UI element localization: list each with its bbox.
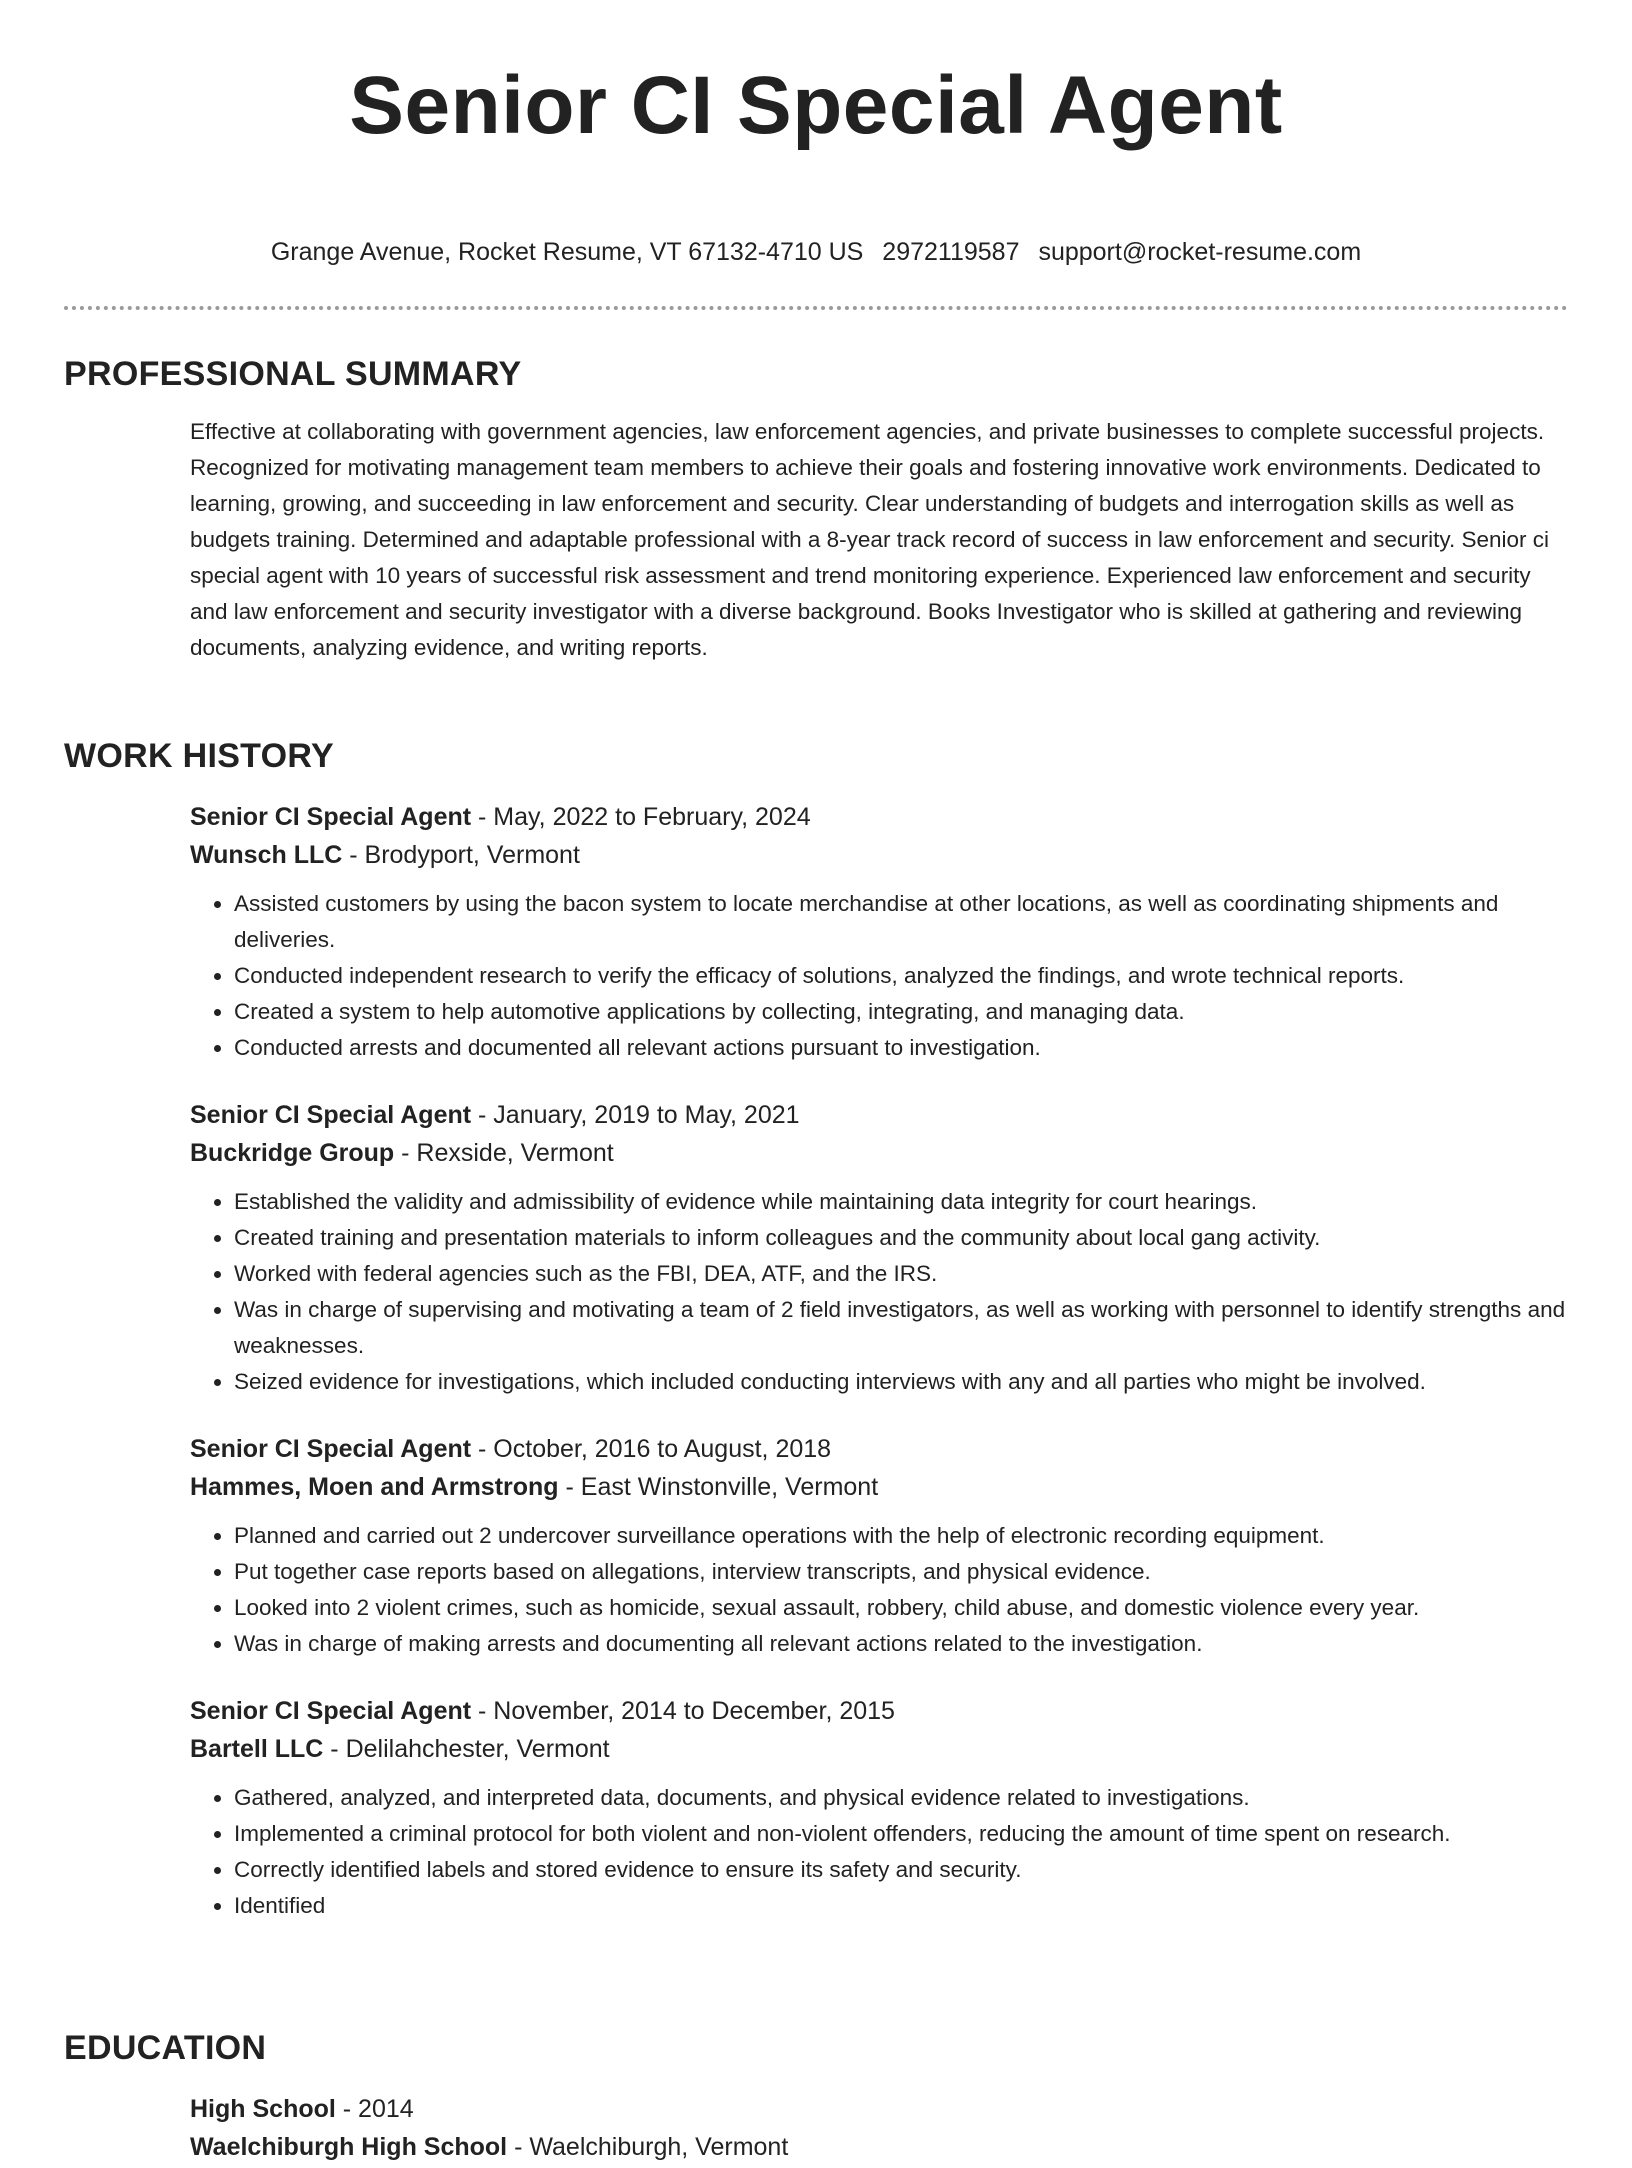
summary-section <box>64 354 1568 666</box>
job-role: Senior CI Special Agent <box>190 1101 472 1129</box>
job-bullet: • Planned and carried out 2 undercover surveillance operations with the help of electronic recording equipment. <box>234 1518 1568 1554</box>
job-bullet: • Put together case reports based on allegations, interview transcripts, and physical evidence. <box>234 1554 1568 1590</box>
job-bullet: • Established the validity and admissibility of evidence while maintaining data integrity for court hearings. <box>234 1184 1568 1220</box>
education-year: - 2014 <box>335 2095 414 2123</box>
job-bullet: • Assisted customers by using the bacon system to locate merchandise at other locations, as well as coordinating shipments and deliveries. <box>234 886 1568 958</box>
summary-text: Effective at collaborating with government agencies, law enforcement agencies, and private businesses to complete successful projects. Recognized for motivating management team members to achieve their goals and fostering innovative work environments. Dedicated to learning, growing, and succeeding in law enforcement and security. Clear understanding of budgets and interrogation skills as well as budgets training. Determined and adaptable professional with a 8-year track record of success in law enforcement and security. Senior ci special agent with 10 years of successful risk assessment and trend monitoring experience. Experienced law enforcement and security and law enforcement and security investigator with a diverse background. Books Investigator who is skilled at gathering and reviewing documents, analyzing evidence, and writing reports. <box>190 419 1550 660</box>
job-bullet: • Correctly identified labels and stored evidence to ensure its safety and security. <box>234 1852 1568 1888</box>
job-bullet: • Looked into 2 violent crimes, such as homicide, sexual assault, robbery, child abuse, and domestic violence every year. <box>234 1590 1568 1626</box>
job-bullet: • Created a system to help automotive applications by collecting, integrating, and managing data. <box>234 994 1568 1030</box>
job-entry <box>190 1430 1568 1662</box>
job-bullet: • Gathered, analyzed, and interpreted data, documents, and physical evidence related to investigations. <box>234 1780 1568 1816</box>
job-location: - East Winstonville, Vermont <box>558 1473 879 1501</box>
education-school-line <box>190 2128 1568 2166</box>
education-location: - Waelchiburgh, Vermont <box>507 2133 789 2161</box>
job-role: Senior CI Special Agent <box>190 803 472 831</box>
job-title-line <box>190 1096 1568 1134</box>
contact-email: support@rocket-resume.com <box>1038 238 1362 266</box>
job-location: - Delilahchester, Vermont <box>323 1735 610 1763</box>
job-bullet: • Implemented a criminal protocol for both violent and non-violent offenders, reducing the amount of time spent on research. <box>234 1816 1568 1852</box>
work-history-section <box>64 736 1568 1924</box>
job-bullet: • Worked with federal agencies such as the FBI, DEA, ATF, and the IRS. <box>234 1256 1568 1292</box>
job-bullet: • Was in charge of making arrests and documenting all relevant actions related to the investigation. <box>234 1626 1568 1662</box>
job-bullet: • Seized evidence for investigations, which included conducting interviews with any and all parties who might be involved. <box>234 1364 1568 1400</box>
job-company-line <box>190 1134 1568 1172</box>
job-company-line <box>190 1468 1568 1506</box>
job-company: Bartell LLC <box>190 1735 324 1763</box>
job-dates: - May, 2022 to February, 2024 <box>471 803 811 831</box>
education-title: EDUCATION <box>64 2029 267 2067</box>
job-bullet: • Created training and presentation materials to inform colleagues and the community about local gang activity. <box>234 1220 1568 1256</box>
job-company-line <box>190 836 1568 874</box>
header-divider <box>64 306 1568 310</box>
education-body <box>190 2090 1568 2166</box>
job-entry <box>190 1096 1568 1400</box>
work-history-body <box>190 798 1568 1924</box>
job-dates: - November, 2014 to December, 2015 <box>471 1697 895 1725</box>
job-role: Senior CI Special Agent <box>190 1697 472 1725</box>
education-section <box>64 2028 1568 2166</box>
job-bullets <box>190 886 1568 1066</box>
job-location: - Rexside, Vermont <box>394 1139 614 1167</box>
job-bullet: • Identified <box>234 1888 1568 1924</box>
job-bullets <box>190 1184 1568 1400</box>
job-location: - Brodyport, Vermont <box>342 841 580 869</box>
job-bullets <box>190 1780 1568 1924</box>
job-role: Senior CI Special Agent <box>190 1435 472 1463</box>
education-school: Waelchiburgh High School <box>190 2133 508 2161</box>
job-company: Hammes, Moen and Armstrong <box>190 1473 559 1501</box>
job-entry <box>190 798 1568 1066</box>
job-company: Wunsch LLC <box>190 841 343 869</box>
job-title-line <box>190 1692 1568 1730</box>
contact-line <box>0 236 1632 268</box>
job-bullets <box>190 1518 1568 1662</box>
job-dates: - October, 2016 to August, 2018 <box>471 1435 832 1463</box>
summary-title: PROFESSIONAL SUMMARY <box>64 355 522 393</box>
job-title-line <box>190 798 1568 836</box>
job-dates: - January, 2019 to May, 2021 <box>471 1101 800 1129</box>
work-history-title: WORK HISTORY <box>64 737 334 775</box>
contact-phone: 2972119587 <box>882 238 1020 266</box>
job-company: Buckridge Group <box>190 1139 395 1167</box>
job-bullet: • Was in charge of supervising and motivating a team of 2 field investigators, as well as working with personnel to identify strengths and weaknesses. <box>234 1292 1568 1364</box>
education-degree: High School <box>190 2095 336 2123</box>
job-company-line <box>190 1730 1568 1768</box>
candidate-name: Senior CI Special Agent <box>349 60 1283 151</box>
job-entry <box>190 1692 1568 1924</box>
education-degree-line <box>190 2090 1568 2128</box>
job-bullet: • Conducted arrests and documented all relevant actions pursuant to investigation. <box>234 1030 1568 1066</box>
job-title-line <box>190 1430 1568 1468</box>
contact-address: Grange Avenue, Rocket Resume, VT 67132-4710 US <box>270 238 864 266</box>
job-bullet: • Conducted independent research to verify the efficacy of solutions, analyzed the findings, and wrote technical reports. <box>234 958 1568 994</box>
